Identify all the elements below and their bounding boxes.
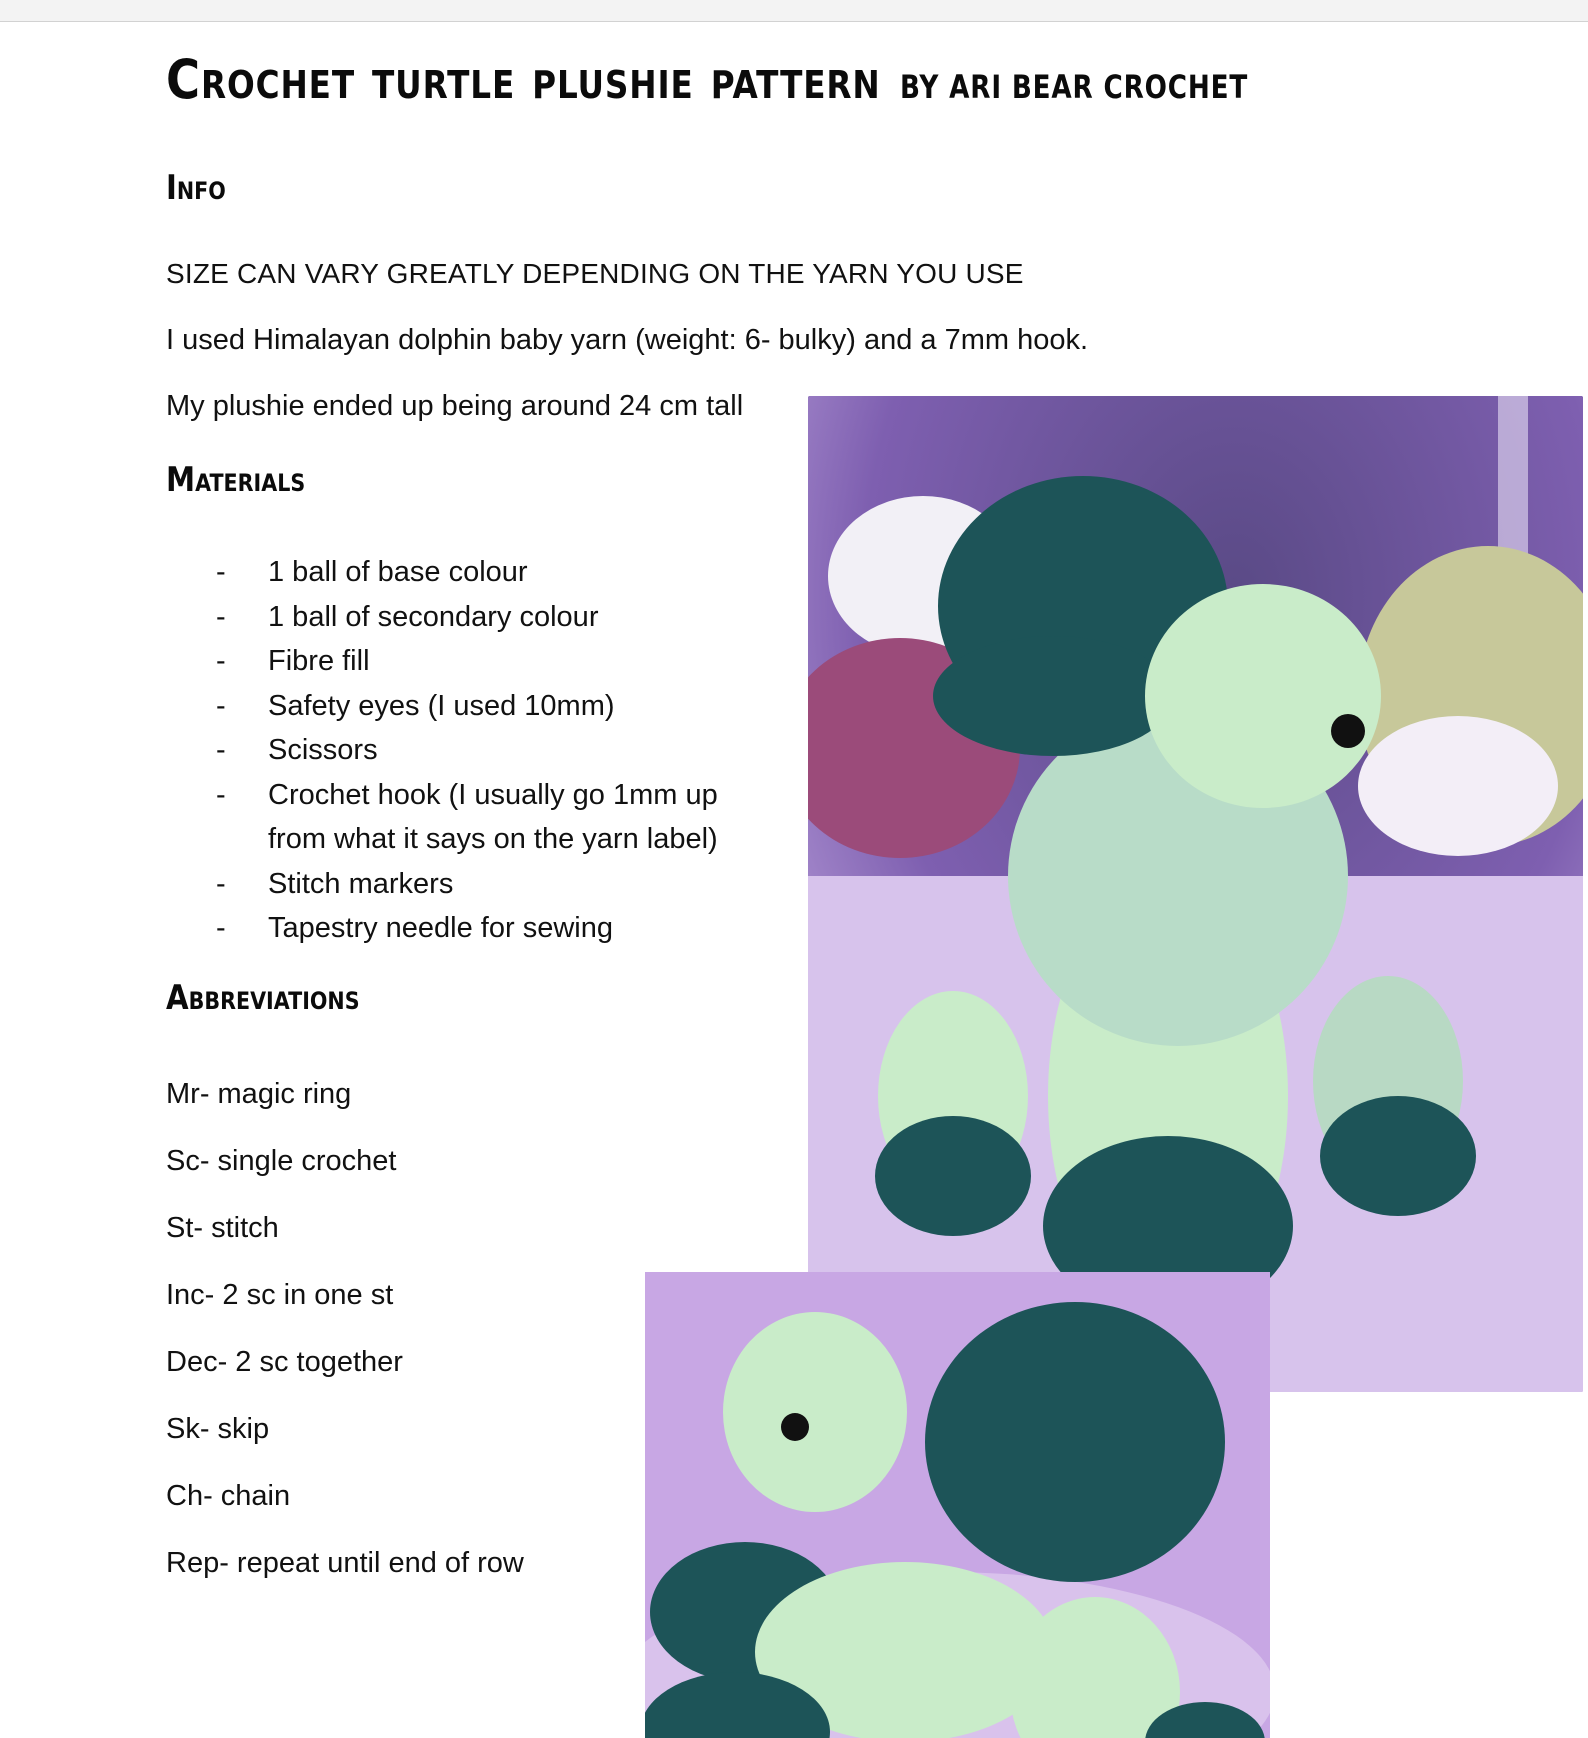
turtle-standing-illustration bbox=[808, 396, 1583, 1392]
info-heading: Info bbox=[166, 168, 226, 208]
page-title bbox=[166, 48, 1324, 111]
abbreviations-heading: Abbreviations bbox=[166, 978, 360, 1018]
size-note: SIZE CAN VARY GREATLY DEPENDING ON THE YARN YOU USE bbox=[166, 258, 1024, 289]
list-item: - Safety eyes (I used 10mm) bbox=[216, 689, 615, 722]
title-author: BY ARI BEAR CROCHET bbox=[899, 68, 1248, 106]
list-item: Inc- 2 sc in one st bbox=[166, 1279, 394, 1311]
yarn-note: I used Himalayan dolphin baby yarn (weight: 6- bulky) and a 7mm hook. bbox=[166, 324, 1089, 356]
list-item: Sk- skip bbox=[166, 1413, 270, 1445]
list-item: Ch- chain bbox=[166, 1480, 291, 1512]
list-item: Dec- 2 sc together bbox=[166, 1346, 403, 1378]
list-item: - Crochet hook (I usually go 1mm up from what it says on the yarn label) bbox=[216, 778, 718, 855]
turtle-photo-standing bbox=[808, 396, 1583, 1392]
height-note: My plushie ended up being around 24 cm tall bbox=[166, 390, 744, 422]
title-main: Crochet turtle plushie pattern bbox=[166, 48, 881, 111]
materials-heading: Materials bbox=[166, 460, 306, 500]
turtle-photo-lying bbox=[645, 1272, 1270, 1738]
list-item: - Tapestry needle for sewing bbox=[216, 912, 613, 944]
list-item: Mr- magic ring bbox=[166, 1078, 352, 1110]
list-item: - 1 ball of secondary colour bbox=[216, 600, 599, 633]
list-item: - 1 ball of base colour bbox=[216, 556, 528, 588]
materials-list bbox=[216, 550, 776, 951]
turtle-lying-illustration bbox=[645, 1272, 1270, 1738]
document-page bbox=[0, 22, 1588, 1738]
list-item: Rep- repeat until end of row bbox=[166, 1547, 524, 1579]
list-item: Sc- single crochet bbox=[166, 1145, 397, 1177]
viewer-top-bar bbox=[0, 0, 1588, 22]
list-item: - Stitch markers bbox=[216, 867, 454, 900]
list-item: St- stitch bbox=[166, 1212, 279, 1244]
list-item: - Scissors bbox=[216, 734, 378, 766]
list-item: - Fibre fill bbox=[216, 645, 370, 677]
abbreviations-list bbox=[166, 1074, 646, 1610]
